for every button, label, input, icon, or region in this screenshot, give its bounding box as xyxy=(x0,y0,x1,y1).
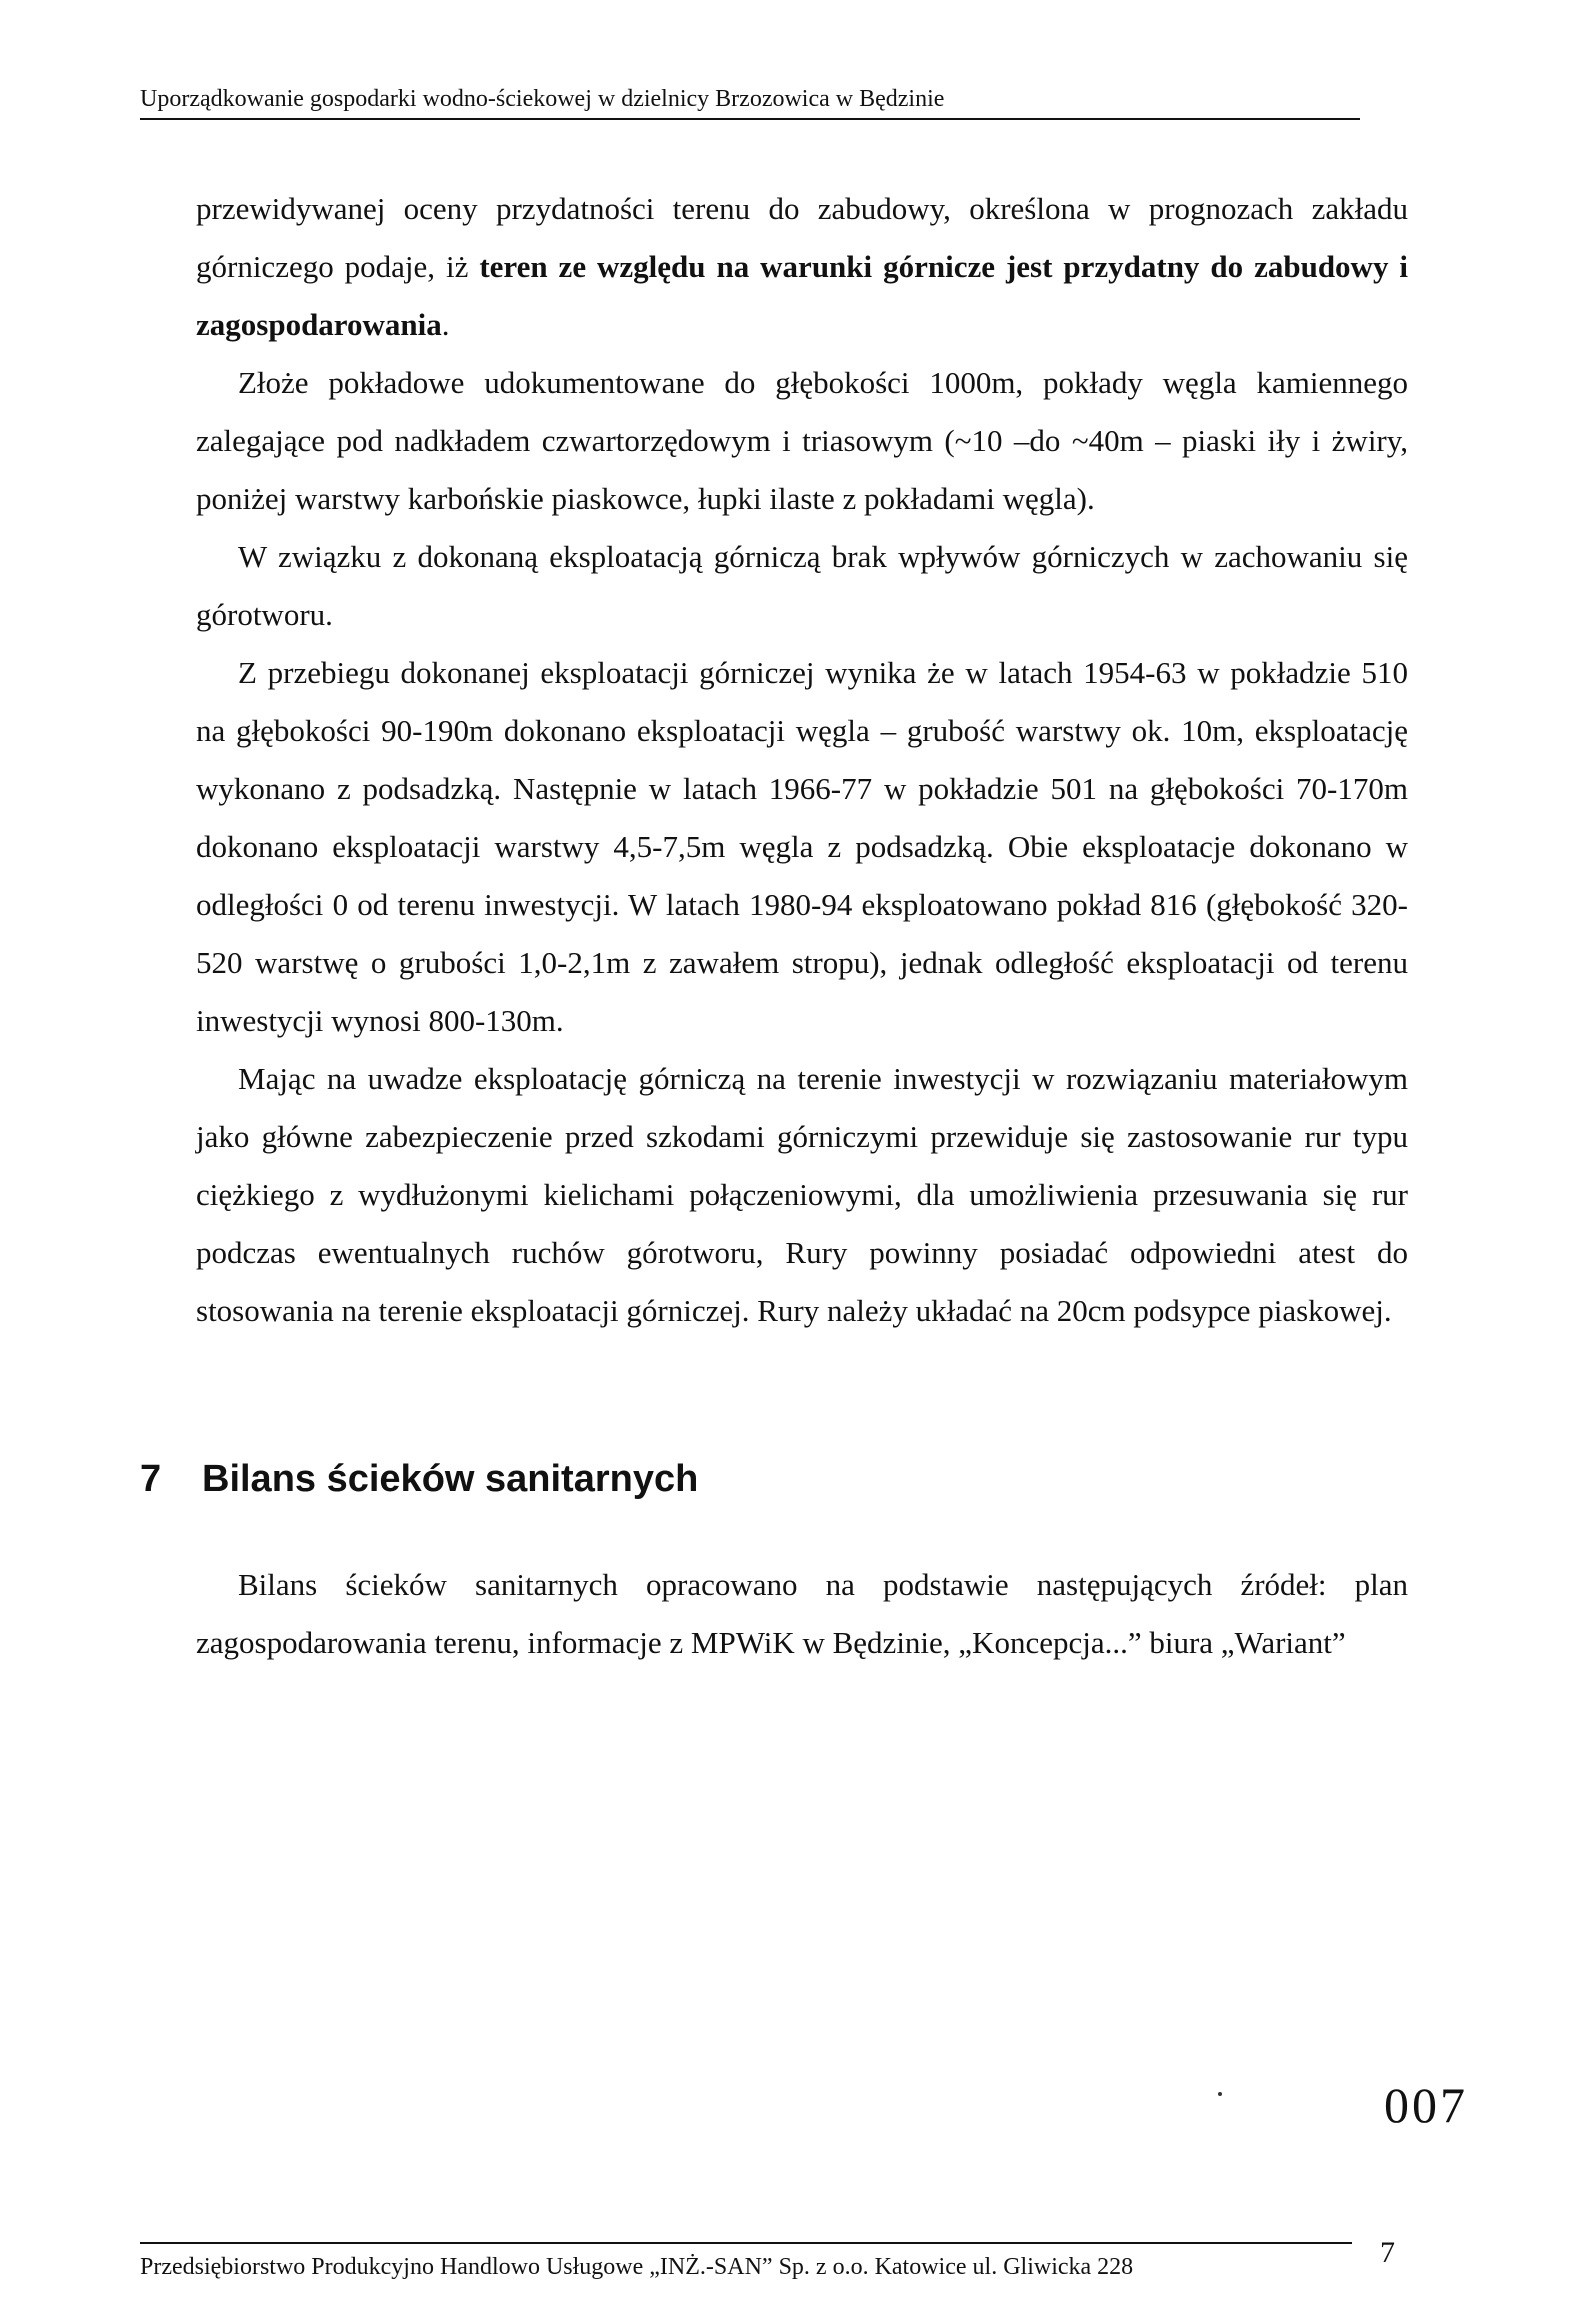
section-heading xyxy=(140,1458,698,1501)
paragraph-3: W związku z dokonaną eksploatacją górniczą brak wpływów górniczych w zachowaniu się górotworu. xyxy=(196,539,1408,632)
page-number: 7 xyxy=(1380,2236,1395,2269)
paragraph-2: Złoże pokładowe udokumentowane do głębokości 1000m, pokłady węgla kamiennego zalegające pod nadkładem czwartorzędowym i triasowym (~10 –do ~40m – piaski iły i żwiry, poniżej warstwy karbońskie piaskowce, łupki ilaste z pokładami węgla). xyxy=(196,365,1408,516)
running-header: Uporządkowanie gospodarki wodno-ściekowej w dzielnicy Brzozowica w Będzinie xyxy=(140,84,1360,120)
scan-dot xyxy=(1218,2092,1222,2096)
paragraph-1-end: . xyxy=(441,307,450,342)
paragraph-1 xyxy=(196,180,1408,354)
body-text xyxy=(196,180,1408,1340)
paragraph-1-text: przewidywanej oceny przydatności terenu do zabudowy, określona w prognozach zakładu górniczego podaje, iż xyxy=(196,191,1408,284)
footer-rule xyxy=(140,2242,1352,2244)
section-number: 7 xyxy=(140,1458,162,1500)
paragraph-1-emphasis: teren ze względu na warunki górnicze jest przydatny do zabudowy i zagospodarowania xyxy=(196,249,1409,342)
footer-company: Przedsiębiorstwo Produkcyjno Handlowo Usługowe „INŻ.-SAN” Sp. z o.o. Katowice ul. Gliwicka 228 xyxy=(140,2254,1134,2280)
page-stamp: 007 xyxy=(1384,2077,1468,2133)
section-body xyxy=(196,1556,1408,1672)
section-title: Bilans ścieków sanitarnych xyxy=(202,1458,699,1500)
paragraph-5: Mając na uwadze eksploatację górniczą na terenie inwestycji w rozwiązaniu materiałowym jako główne zabezpieczenie przed szkodami górniczymi przewiduje się zastosowanie rur typu ciężkiego z wydłużonymi kielichami połączeniowymi, dla umożliwienia przesuwania się rur podczas ewentualnych ruchów górotworu, Rury powinny posiadać odpowiedni atest do stosowania na terenie eksploatacji górniczej. Rury należy układać na 20cm podsypce piaskowej. xyxy=(196,1061,1408,1328)
paragraph-4: Z przebiegu dokonanej eksploatacji górniczej wynika że w latach 1954-63 w pokładzie 510 na głębokości 90-190m dokonano eksploatacji węgla – grubość warstwy ok. 10m, eksploatację wykonano z podsadzką. Następnie w latach 1966-77 w pokładzie 501 na głębokości 70-170m dokonano eksploatacji warstwy 4,5-7,5m węgla z podsadzką. Obie eksploatacje dokonano w odległości 0 od terenu inwestycji. W latach 1980-94 eksploatowano pokład 816 (głębokość 320-520 warstwę o grubości 1,0-2,1m z zawałem stropu), jednak odległość eksploatacji od terenu inwestycji wynosi 800-130m. xyxy=(196,655,1408,1038)
section-paragraph: Bilans ścieków sanitarnych opracowano na podstawie następujących źródeł: plan zagospodarowania terenu, informacje z MPWiK w Będzinie, „Koncepcja...” biura „Wariant” xyxy=(196,1567,1408,1660)
